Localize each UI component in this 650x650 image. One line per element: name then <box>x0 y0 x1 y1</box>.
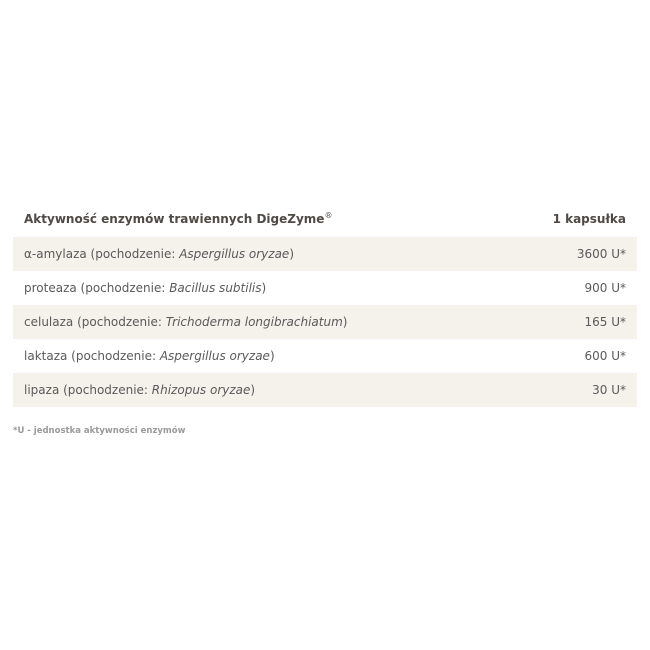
enzyme-activity-value: 30 U* <box>592 383 626 397</box>
enzyme-suffix: ) <box>250 383 256 397</box>
enzyme-name <box>24 349 275 363</box>
table-row <box>13 271 637 305</box>
enzyme-source: Trichoderma longibrachiatum <box>165 315 343 329</box>
enzyme-activity-table <box>13 200 637 407</box>
enzyme-activity-value: 600 U* <box>584 349 626 363</box>
enzyme-activity-value: 900 U* <box>584 281 626 295</box>
enzyme-source: Aspergillus oryzae <box>179 247 290 261</box>
enzyme-name <box>24 315 347 329</box>
enzyme-suffix: ) <box>342 315 348 329</box>
enzyme-suffix: ) <box>289 247 294 261</box>
enzyme-label: α-amylaza (pochodzenie: <box>24 247 180 261</box>
enzyme-source: Rhizopus oryzae <box>151 383 251 397</box>
enzyme-name <box>24 247 294 261</box>
table-header-serving: 1 kapsułka <box>552 211 626 226</box>
enzyme-source: Bacillus subtilis <box>169 281 262 295</box>
table-row <box>13 373 637 407</box>
enzyme-name <box>24 281 266 295</box>
table-row <box>13 305 637 339</box>
header-title-text: Aktywność enzymów trawiennych DigeZyme <box>24 211 325 226</box>
registered-mark: ® <box>324 210 333 220</box>
enzyme-suffix: ) <box>269 349 275 363</box>
enzyme-source: Aspergillus oryzae <box>159 349 270 363</box>
enzyme-label: proteaza (pochodzenie: <box>24 281 170 295</box>
table-header-title <box>24 212 332 226</box>
enzyme-name <box>24 383 255 397</box>
enzyme-label: laktaza (pochodzenie: <box>24 349 160 363</box>
table-row <box>13 237 637 271</box>
enzyme-label: celulaza (pochodzenie: <box>24 315 166 329</box>
enzyme-activity-value: 165 U* <box>584 315 626 329</box>
footnote: *U - jednostka aktywności enzymów <box>13 426 186 436</box>
enzyme-suffix: ) <box>261 281 267 295</box>
enzyme-activity-value: 3600 U* <box>576 247 626 261</box>
table-header-row <box>13 200 637 237</box>
table-row <box>13 339 637 373</box>
enzyme-label: lipaza (pochodzenie: <box>24 383 152 397</box>
